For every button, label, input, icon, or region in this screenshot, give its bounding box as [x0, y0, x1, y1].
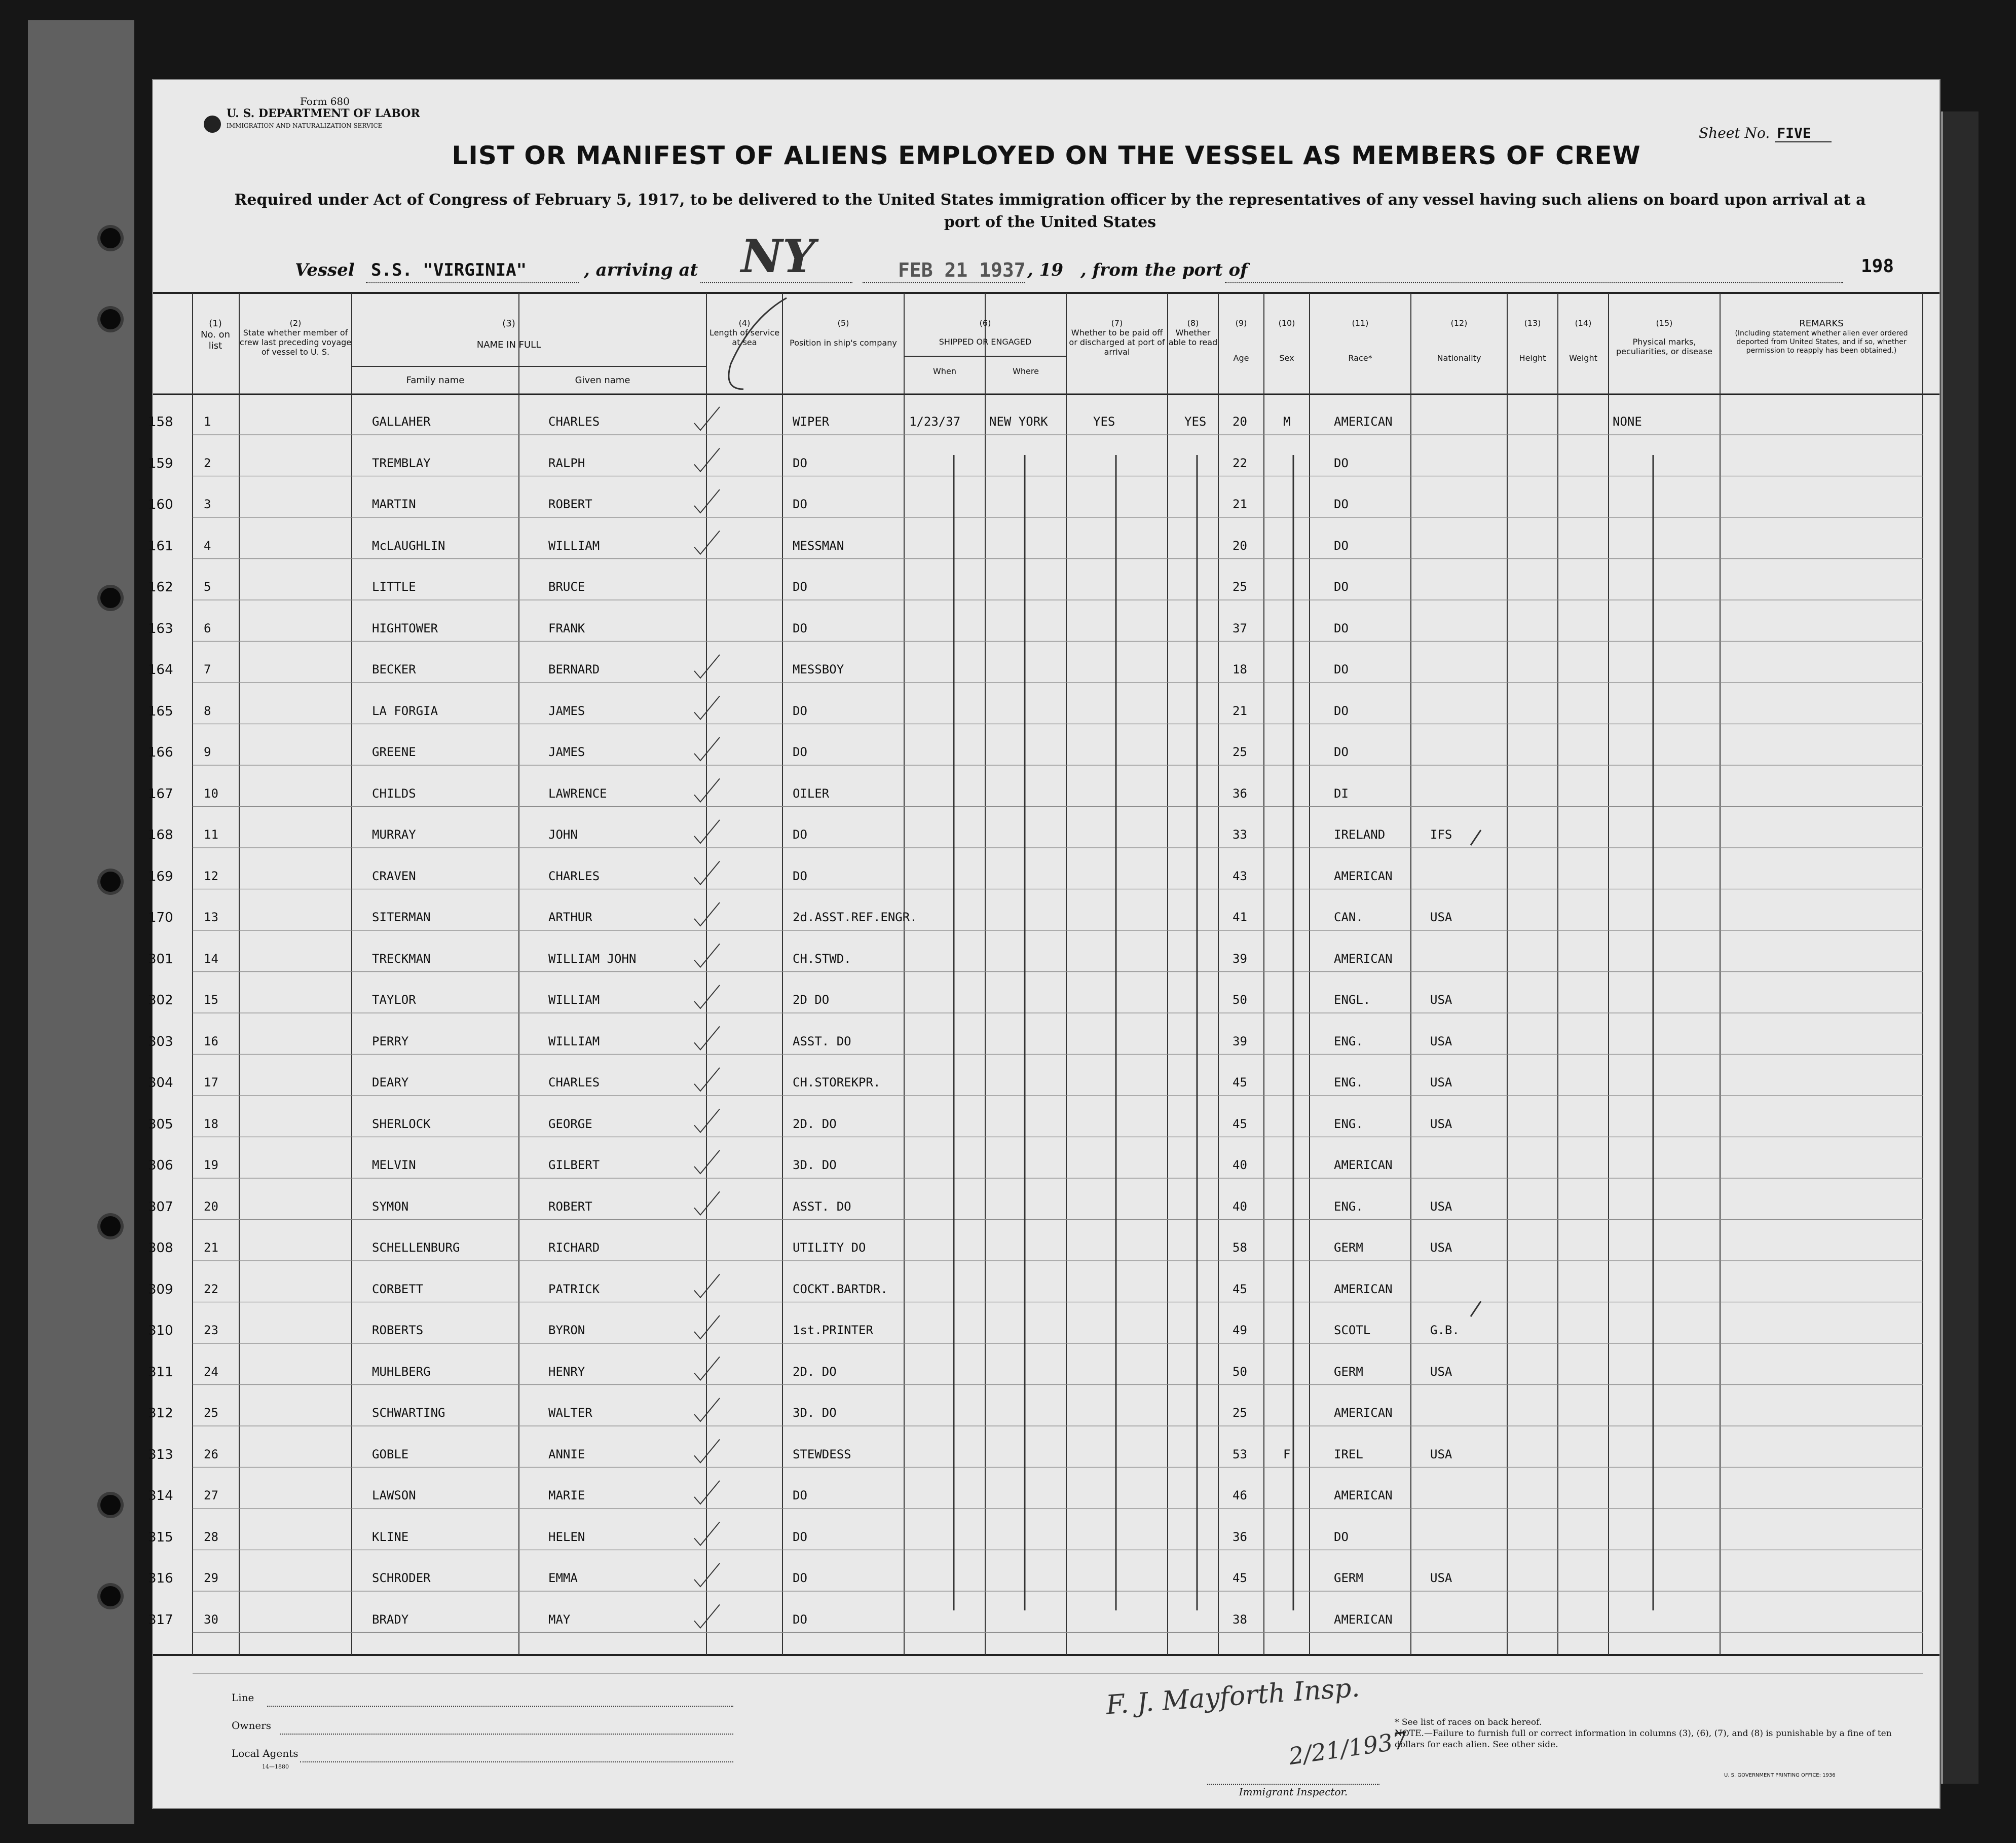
col-physical-marks-header: (15) Physical marks, peculiarities, or disease: [1616, 318, 1712, 356]
row-race: ENGL.: [1334, 993, 1371, 1007]
row-no: 10: [204, 786, 218, 801]
inspector-signature: F. J. Mayforth Insp.: [1105, 1672, 1361, 1721]
punch-hole: [100, 1495, 121, 1515]
row-nat: USA: [1430, 1116, 1452, 1131]
row-position: 2D. DO: [793, 1364, 837, 1379]
row-no: 15: [204, 993, 218, 1007]
row-race: SCOTL: [1334, 1323, 1371, 1337]
row-given: PATRICK: [548, 1282, 600, 1296]
row-family: SCHELLENBURG: [372, 1240, 460, 1255]
row-line: 166: [148, 745, 173, 760]
row-position: 2D. DO: [793, 1116, 837, 1131]
printer-imprint: U. S. GOVERNMENT PRINTING OFFICE: 1936: [1724, 1773, 1836, 1778]
row-nat: USA: [1430, 1447, 1452, 1461]
row-no: 24: [204, 1364, 218, 1379]
row-age: 58: [1233, 1240, 1247, 1255]
row-nat: USA: [1430, 1364, 1452, 1379]
row-paid: YES: [1093, 415, 1115, 429]
row-no: 4: [204, 538, 211, 553]
row-given: ROBERT: [548, 497, 592, 511]
row-no: 30: [204, 1612, 218, 1627]
row-family: KLINE: [372, 1529, 409, 1544]
immigrant-inspector-label: Immigrant Inspector.: [1207, 1784, 1379, 1798]
row-race: DO: [1334, 745, 1349, 759]
row-race: DO: [1334, 456, 1349, 470]
row-no: 13: [204, 910, 218, 924]
local-agents-label: Local Agents: [232, 1747, 298, 1759]
row-age: 39: [1233, 1034, 1247, 1048]
row-position: OILER: [793, 786, 830, 801]
form-number: Form 680: [300, 95, 350, 107]
col-family-name-header: Family name: [406, 375, 465, 386]
row-race: AMERICAN: [1334, 951, 1393, 966]
row-line: 309: [148, 1282, 173, 1297]
row-nat: USA: [1430, 1240, 1452, 1255]
punch-hole: [100, 872, 121, 892]
row-line: 160: [148, 497, 173, 512]
row-no: 5: [204, 580, 211, 594]
row-family: McLAUGHLIN: [372, 538, 445, 553]
row-given: CHARLES: [548, 1075, 600, 1089]
row-position: DO: [793, 580, 807, 594]
right-page-edge: [1941, 111, 1978, 1784]
row-given: WILLIAM JOHN: [548, 951, 637, 966]
row-race: AMERICAN: [1334, 1158, 1393, 1172]
row-given: WILLIAM: [548, 1034, 600, 1048]
row-position: DO: [793, 456, 807, 470]
row-line: 165: [148, 703, 173, 719]
row-position: DO: [793, 1529, 807, 1544]
row-race: ENG.: [1334, 1199, 1363, 1214]
row-nat: USA: [1430, 1571, 1452, 1585]
row-age: 53: [1233, 1447, 1247, 1461]
row-position: DO: [793, 1612, 807, 1627]
col-previous-voyage-header: (2) State whether member of crew last preceding voyage of vessel to U. S.: [239, 318, 352, 357]
row-age: 21: [1233, 497, 1247, 511]
row-line: 168: [148, 828, 173, 843]
row-given: RALPH: [548, 456, 585, 470]
col-given-name-header: Given name: [575, 375, 630, 386]
row-family: GALLAHER: [372, 415, 431, 429]
row-given: EMMA: [548, 1571, 578, 1585]
row-race: IRELAND: [1334, 828, 1386, 842]
row-age: 21: [1233, 703, 1247, 718]
manifest-sheet: [148, 80, 1939, 1808]
row-given: HELEN: [548, 1529, 585, 1544]
row-race: DO: [1334, 580, 1349, 594]
row-position: STEWDESS: [793, 1447, 851, 1461]
row-family: MARTIN: [372, 497, 416, 511]
row-race: DO: [1334, 1529, 1349, 1544]
col-weight-header: (14) Weight: [1569, 318, 1597, 363]
row-no: 9: [204, 745, 211, 759]
row-family: LA FORGIA: [372, 703, 438, 718]
row-family: GOBLE: [372, 1447, 409, 1461]
row-line: 305: [148, 1116, 173, 1132]
row-family: MELVIN: [372, 1158, 416, 1172]
date-stamp: FEB 21 1937: [898, 259, 1026, 281]
row-race: AMERICAN: [1334, 1612, 1393, 1627]
row-no: 22: [204, 1282, 218, 1296]
row-position: DO: [793, 621, 807, 635]
row-no: 14: [204, 951, 218, 966]
row-age: 37: [1233, 621, 1247, 635]
row-family: PERRY: [372, 1034, 409, 1048]
col-sex-header: (10) Sex: [1278, 318, 1295, 363]
row-age: 40: [1233, 1199, 1247, 1214]
row-age: 36: [1233, 1529, 1247, 1544]
row-position: COCKT.BARTDR.: [793, 1282, 888, 1296]
row-family: HIGHTOWER: [372, 621, 438, 635]
row-nat: IFS: [1430, 828, 1452, 842]
arriving-label: , arriving at: [584, 260, 698, 280]
row-age: 25: [1233, 580, 1247, 594]
row-family: SITERMAN: [372, 910, 431, 924]
row-family: DEARY: [372, 1075, 409, 1089]
row-given: JAMES: [548, 745, 585, 759]
row-line: 310: [148, 1323, 173, 1338]
row-race: DO: [1334, 703, 1349, 718]
row-given: WILLIAM: [548, 538, 600, 553]
row-given: FRANK: [548, 621, 585, 635]
row-race: CAN.: [1334, 910, 1363, 924]
row-no: 2: [204, 456, 211, 470]
row-no: 29: [204, 1571, 218, 1585]
row-position: DO: [793, 869, 807, 883]
row-race: AMERICAN: [1334, 1406, 1393, 1420]
row-race: ENG.: [1334, 1075, 1363, 1089]
row-position: DO: [793, 745, 807, 759]
row-line: 164: [148, 662, 173, 678]
row-age: 50: [1233, 993, 1247, 1007]
col-nationality-header: (12) Nationality: [1437, 318, 1481, 363]
col-service-length-header: (4) Length of service at sea: [709, 318, 780, 347]
row-line: 301: [148, 951, 173, 967]
row-family: LITTLE: [372, 580, 416, 594]
col-age-header: (9) Age: [1233, 318, 1249, 363]
row-where: NEW YORK: [989, 415, 1048, 429]
row-family: GREENE: [372, 745, 416, 759]
row-age: 18: [1233, 662, 1247, 676]
row-race: DO: [1334, 662, 1349, 676]
year-label: , 19: [1027, 260, 1063, 280]
row-read: YES: [1184, 415, 1207, 429]
row-race: DO: [1334, 538, 1349, 553]
punch-hole: [100, 1586, 121, 1606]
row-line: 306: [148, 1158, 173, 1173]
row-given: RICHARD: [548, 1240, 600, 1255]
row-given: BYRON: [548, 1323, 585, 1337]
row-line: 170: [148, 910, 173, 925]
row-age: 40: [1233, 1158, 1247, 1172]
row-age: 50: [1233, 1364, 1247, 1379]
row-age: 39: [1233, 951, 1247, 966]
row-age: 46: [1233, 1488, 1247, 1502]
row-race: AMERICAN: [1334, 415, 1393, 429]
row-no: 18: [204, 1116, 218, 1131]
row-race: GERM: [1334, 1240, 1363, 1255]
punch-hole: [100, 309, 121, 329]
row-position: DO: [793, 703, 807, 718]
vessel-label: Vessel: [295, 260, 355, 280]
row-family: SCHWARTING: [372, 1406, 445, 1420]
footnotes: [1395, 1717, 1901, 1750]
subtitle-line-1: Required under Act of Congress of February 5, 1917, to be delivered to the United States immigration officer by the representatives of any vessel having such aliens on board upon arrival at a: [234, 191, 1866, 209]
row-given: BRUCE: [548, 580, 585, 594]
row-position: DO: [793, 497, 807, 511]
row-position: ASST. DO: [793, 1034, 851, 1048]
row-age: 45: [1233, 1116, 1247, 1131]
row-given: GEORGE: [548, 1116, 592, 1131]
row-no: 17: [204, 1075, 218, 1089]
row-line: 161: [148, 538, 173, 554]
row-family: SYMON: [372, 1199, 409, 1214]
row-age: 45: [1233, 1282, 1247, 1296]
row-given: WILLIAM: [548, 993, 600, 1007]
owners-label: Owners: [232, 1719, 272, 1732]
row-family: TREMBLAY: [372, 456, 431, 470]
row-family: MUHLBERG: [372, 1364, 431, 1379]
subtitle-line-2: port of the United States: [944, 213, 1156, 231]
col-position-header: (5) Position in ship's company: [790, 318, 897, 348]
col-name-header: (3) NAME IN FULL: [476, 318, 541, 350]
row-age: 25: [1233, 1406, 1247, 1420]
row-race: DO: [1334, 497, 1349, 511]
col-shipped-header: (6) SHIPPED OR ENGAGED: [939, 318, 1032, 347]
row-line: 159: [148, 456, 173, 471]
row-position: 2d.ASST.REF.ENGR.: [793, 910, 917, 924]
col-remarks-header: REMARKS (Including statement whether alien ever ordered deported from United States, and if so, whether permission to reapply has been obtained.): [1735, 318, 1908, 355]
row-race: ENG.: [1334, 1034, 1363, 1048]
row-position: MESSMAN: [793, 538, 844, 553]
row-no: 3: [204, 497, 211, 511]
row-family: ROBERTS: [372, 1323, 424, 1337]
row-family: TRECKMAN: [372, 951, 431, 966]
local-agents-code: 14—1880: [262, 1763, 289, 1770]
row-line: 303: [148, 1034, 173, 1049]
row-position: CH.STWD.: [793, 951, 851, 966]
row-family: MURRAY: [372, 828, 416, 842]
row-position: MESSBOY: [793, 662, 844, 676]
row-no: 16: [204, 1034, 218, 1048]
row-line: 302: [148, 993, 173, 1008]
row-age: 45: [1233, 1571, 1247, 1585]
row-race: DO: [1334, 621, 1349, 635]
col-able-read-header: (8) Whether able to read: [1168, 318, 1218, 347]
row-age: 49: [1233, 1323, 1247, 1337]
row-line: 313: [148, 1447, 173, 1462]
row-no: 1: [204, 415, 211, 429]
row-race: DI: [1334, 786, 1349, 801]
col-race-header: (11) Race*: [1348, 318, 1372, 363]
page-title: LIST OR MANIFEST OF ALIENS EMPLOYED ON THE VESSEL AS MEMBERS OF CREW: [452, 141, 1641, 170]
sheet-number-value: FIVE: [1775, 125, 1831, 142]
row-nat: USA: [1430, 993, 1452, 1007]
row-line: 307: [148, 1199, 173, 1215]
row-family: SHERLOCK: [372, 1116, 431, 1131]
races-note: * See list of races on back hereof.: [1395, 1717, 1542, 1727]
row-race: AMERICAN: [1334, 1488, 1393, 1502]
row-line: 316: [148, 1571, 173, 1586]
col-paid-off-header: (7) Whether to be paid off or discharged at port of arrival: [1069, 318, 1165, 357]
row-race: GERM: [1334, 1571, 1363, 1585]
row-age: 22: [1233, 456, 1247, 470]
row-no: 12: [204, 869, 218, 883]
punch-hole: [100, 588, 121, 608]
row-given: LAWRENCE: [548, 786, 607, 801]
row-age: 38: [1233, 1612, 1247, 1627]
row-age: 25: [1233, 745, 1247, 759]
row-given: MAY: [548, 1612, 571, 1627]
row-position: DO: [793, 1571, 807, 1585]
from-port-label: , from the port of: [1080, 260, 1248, 280]
row-no: 7: [204, 662, 211, 676]
row-nat: USA: [1430, 910, 1452, 924]
row-no: 21: [204, 1240, 218, 1255]
row-marks: NONE: [1613, 415, 1642, 429]
row-given: MARIE: [548, 1488, 585, 1502]
vessel-name: S.S. "VIRGINIA": [371, 260, 527, 280]
row-race: ENG.: [1334, 1116, 1363, 1131]
row-race: IREL: [1334, 1447, 1363, 1461]
row-position: 3D. DO: [793, 1406, 837, 1420]
left-binder-strip: [28, 20, 134, 1824]
row-position: UTILITY DO: [793, 1240, 866, 1255]
row-no: 27: [204, 1488, 218, 1502]
row-nat: USA: [1430, 1199, 1452, 1214]
row-family: CRAVEN: [372, 869, 416, 883]
row-age: 33: [1233, 828, 1247, 842]
row-race: GERM: [1334, 1364, 1363, 1379]
col-where-header: Where: [1013, 366, 1039, 376]
col-no-header: (1) No. on list: [200, 318, 231, 351]
service-name: IMMIGRATION AND NATURALIZATION SERVICE: [227, 122, 383, 129]
row-no: 25: [204, 1406, 218, 1420]
row-line: 312: [148, 1406, 173, 1421]
row-given: ANNIE: [548, 1447, 585, 1461]
row-family: CORBETT: [372, 1282, 424, 1296]
row-age: 20: [1233, 415, 1247, 429]
row-nat: USA: [1430, 1034, 1452, 1048]
row-line: 163: [148, 621, 173, 636]
row-position: 3D. DO: [793, 1158, 837, 1172]
row-given: JOHN: [548, 828, 578, 842]
row-line: 314: [148, 1488, 173, 1503]
row-given: CHARLES: [548, 415, 600, 429]
penalty-note: NOTE.—Failure to furnish full or correct information in columns (3), (6), (7), and (8) is punishable by a fine of ten dollars for each alien. See other side.: [1395, 1728, 1892, 1750]
row-nat: USA: [1430, 1075, 1452, 1089]
row-position: CH.STOREKPR.: [793, 1075, 881, 1089]
row-position: 2D DO: [793, 993, 830, 1007]
row-family: SCHRODER: [372, 1571, 431, 1585]
row-position: DO: [793, 1488, 807, 1502]
row-no: 26: [204, 1447, 218, 1461]
row-family: TAYLOR: [372, 993, 416, 1007]
row-position: ASST. DO: [793, 1199, 851, 1214]
row-given: GILBERT: [548, 1158, 600, 1172]
sheet-number-label: Sheet No.: [1699, 125, 1770, 141]
row-no: 28: [204, 1529, 218, 1544]
row-given: JAMES: [548, 703, 585, 718]
row-line: 317: [148, 1612, 173, 1628]
department-name: U. S. DEPARTMENT OF LABOR: [227, 107, 420, 120]
row-line: 167: [148, 786, 173, 802]
row-age: 45: [1233, 1075, 1247, 1089]
row-family: BRADY: [372, 1612, 409, 1627]
col-when-header: When: [933, 366, 956, 376]
row-no: 23: [204, 1323, 218, 1337]
row-no: 20: [204, 1199, 218, 1214]
page-number: 198: [1861, 256, 1894, 277]
row-line: 304: [148, 1075, 173, 1090]
row-race: AMERICAN: [1334, 869, 1393, 883]
row-family: CHILDS: [372, 786, 416, 801]
row-sex: M: [1283, 415, 1291, 429]
row-given: ARTHUR: [548, 910, 592, 924]
row-given: CHARLES: [548, 869, 600, 883]
row-position: WIPER: [793, 415, 830, 429]
row-line: 158: [148, 415, 173, 430]
row-given: WALTER: [548, 1406, 592, 1420]
punch-hole: [100, 1216, 121, 1236]
row-position: DO: [793, 828, 807, 842]
row-line: 308: [148, 1240, 173, 1256]
row-given: HENRY: [548, 1364, 585, 1379]
row-when: 1/23/37: [909, 415, 961, 429]
row-given: BERNARD: [548, 662, 600, 676]
row-family: LAWSON: [372, 1488, 416, 1502]
punch-hole: [100, 228, 121, 248]
row-no: 19: [204, 1158, 218, 1172]
row-sex: F: [1283, 1447, 1291, 1461]
line-label: Line: [232, 1691, 254, 1704]
col-height-header: (13) Height: [1519, 318, 1546, 363]
row-line: 311: [148, 1364, 173, 1380]
row-no: 8: [204, 703, 211, 718]
row-age: 41: [1233, 910, 1247, 924]
row-no: 6: [204, 621, 211, 635]
row-age: 36: [1233, 786, 1247, 801]
row-race: AMERICAN: [1334, 1282, 1393, 1296]
row-line: 169: [148, 869, 173, 884]
row-age: 20: [1233, 538, 1247, 553]
row-family: BECKER: [372, 662, 416, 676]
row-no: 11: [204, 828, 218, 842]
signature-date: 2/21/1937: [1287, 1726, 1409, 1771]
arriving-port: NY: [741, 230, 815, 283]
row-position: 1st.PRINTER: [793, 1323, 873, 1337]
row-nat: G.B.: [1430, 1323, 1460, 1337]
row-given: ROBERT: [548, 1199, 592, 1214]
row-age: 43: [1233, 869, 1247, 883]
row-line: 162: [148, 580, 173, 595]
row-line: 315: [148, 1529, 173, 1545]
